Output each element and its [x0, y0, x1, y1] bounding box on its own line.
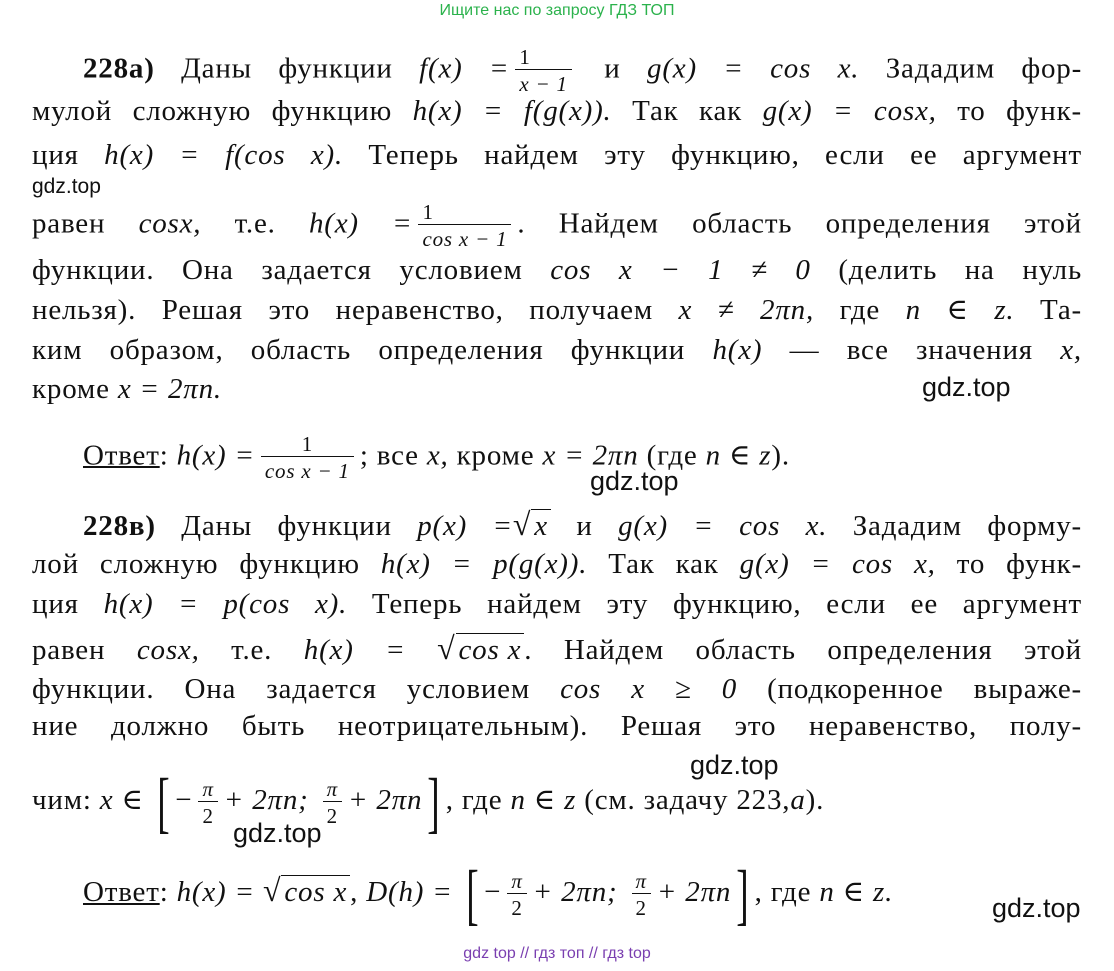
frac-num: 1 [422, 200, 434, 224]
math: n ∈ z. [819, 876, 894, 908]
math: h(x) = f(cos x). [104, 139, 344, 171]
frac-num: 1 [519, 45, 531, 69]
text: , где [754, 876, 812, 908]
math: p(x) = [417, 510, 513, 542]
math: n ∈ z. [905, 294, 1015, 326]
problem-label-228v: 228в) [83, 510, 156, 542]
math: x ≠ 2πn, [678, 294, 815, 326]
frac-num: 1 [301, 432, 314, 456]
math: g(x) = cosx, [762, 95, 937, 127]
left-bracket: [ [157, 764, 171, 841]
p228v-line-6 [32, 712, 1082, 741]
text: ; все [359, 439, 419, 472]
math: x, [426, 439, 449, 472]
text: функции. Она задается условием [32, 254, 523, 286]
math: h(x) = [176, 876, 255, 908]
text: (подкоренное выраже- [767, 673, 1082, 705]
answer-label: Ответ [83, 439, 160, 472]
text: и [604, 52, 621, 85]
math: h(x) = p(cos x). [103, 588, 348, 620]
sqrt-arg: cos x [456, 633, 525, 666]
text: равен [32, 634, 106, 666]
math: h(x) = f(g(x)). [412, 95, 612, 127]
frac-num: π [202, 776, 214, 801]
watermark: gdz.top [590, 466, 679, 496]
fraction-pi-over-2 [632, 869, 651, 920]
text: нельзя). Решая это неравенство, получаем [32, 294, 653, 326]
text: равен [32, 207, 106, 240]
p228v-line-7 [32, 760, 1082, 840]
text: то функ- [957, 95, 1082, 127]
text: Та- [1040, 294, 1082, 326]
math: h(x) = [176, 439, 255, 472]
sqrt-cosx: √ cos x [437, 632, 524, 665]
p228v-line-2 [32, 550, 1082, 579]
text: Зададим фор- [885, 52, 1083, 85]
math: + 2πn; [532, 876, 618, 908]
math: h(x) = [308, 207, 413, 240]
text: ние должно быть неотрицательным). Решая это неравенство, полу- [32, 710, 1082, 742]
p228a-line-5 [32, 256, 1082, 285]
math: + 2πn; [223, 784, 309, 816]
math: h(x) = p(g(x)). [380, 548, 588, 580]
math: g(x) = cos x, [739, 548, 936, 580]
text: , [350, 876, 359, 908]
text: Так как [608, 548, 719, 580]
bottom-banner: gdz top // гдз топ // гдз top [463, 945, 651, 962]
watermark: gdz.top [233, 818, 322, 848]
math: + 2πn [347, 784, 423, 816]
text: (где [646, 439, 698, 472]
right-bracket: ] [427, 764, 441, 841]
fraction-1-over-cosx-1 [418, 200, 511, 251]
frac-num: π [635, 868, 647, 893]
sqrt-arg: cos x [281, 875, 350, 908]
p228a-line-3 [32, 141, 1082, 170]
math: n ∈ z [705, 439, 772, 472]
p228v-answer: Ответ: h(x) = √ cos x , D(h) = [ − $\frac{\pi}{2}$ + 2πn; $\frac{\pi}{2}$ + 2πn] , где n ∈ z. [83, 850, 1082, 930]
text: , где [445, 784, 503, 816]
text: − [175, 784, 193, 816]
text: − [484, 876, 502, 908]
frac-den: 2 [198, 801, 217, 828]
text: функции. Она задается условием [32, 673, 530, 705]
fraction-1-over-x-1 [515, 45, 572, 96]
frac-num: π [326, 776, 338, 801]
text: Зададим форму- [852, 510, 1083, 542]
math: x ∈ [99, 784, 144, 816]
math: D(h) = [366, 876, 453, 908]
text: Теперь найдем эту функцию, если ее аргумент [371, 588, 1082, 620]
watermark: gdz.top [690, 750, 779, 780]
math: g(x) = cos x. [618, 510, 828, 542]
math: + 2πn [656, 876, 732, 908]
math: cosx, [138, 207, 202, 240]
fraction-answer [261, 432, 354, 483]
math: x, [1060, 334, 1082, 366]
text: (делить на нуль [838, 254, 1082, 286]
text: Даны функции [181, 510, 392, 542]
text: и [576, 510, 593, 542]
frac-den: 2 [632, 893, 651, 920]
math: h(x) = [303, 634, 406, 666]
p228v-line-3 [32, 590, 1082, 619]
text: Даны функции [181, 52, 393, 85]
text: ). [771, 439, 790, 472]
watermark: gdz.top [32, 175, 101, 198]
text: чим: [32, 784, 92, 816]
p228v-line-1 [83, 508, 1082, 541]
text: . Найдем область определения этой [517, 207, 1082, 240]
text: кроме [456, 439, 535, 472]
text: ким образом, область определения функции [32, 334, 686, 366]
p228v-line-4 [32, 632, 1082, 665]
text: т.е. [231, 634, 273, 666]
math-g: g(x) = cos x. [647, 52, 860, 85]
frac-den: x − 1 [515, 69, 572, 96]
text: Теперь найдем эту функцию, если ее аргумент [368, 139, 1082, 171]
text: — все значения [789, 334, 1033, 366]
math-f: f(x) = [419, 52, 510, 85]
math: n ∈ z [510, 784, 577, 816]
left-bracket: [ [465, 856, 479, 933]
text: лой сложную функцию [32, 548, 360, 580]
fraction-pi-over-2 [507, 869, 526, 920]
frac-den: 2 [507, 893, 526, 920]
text: . Найдем область определения этой [524, 634, 1082, 666]
p228v-line-5 [32, 675, 1082, 704]
sqrt-x: √ x [513, 508, 551, 541]
text: (см. задачу 223, [584, 784, 791, 816]
watermark: gdz.top [922, 372, 1011, 402]
math: cosx, [136, 634, 200, 666]
text: т.е. [234, 207, 276, 240]
p228a-line-6 [32, 296, 1082, 325]
text: ция [32, 588, 79, 620]
text: ). [805, 784, 825, 816]
fraction-pi-over-2 [323, 777, 342, 828]
top-banner: Ищите нас по запросу ГДЗ ТОП [439, 2, 675, 19]
math: cos x ≥ 0 [560, 673, 738, 705]
text: Так как [632, 95, 743, 127]
text: то функ- [956, 548, 1082, 580]
watermark: gdz.top [992, 893, 1081, 923]
sqrt-cosx: √ cos x [263, 850, 350, 932]
fraction-pi-over-2 [198, 777, 217, 828]
math: x = 2πn. [117, 373, 222, 405]
answer-label: Ответ [83, 876, 160, 908]
frac-den: cos x − 1 [418, 224, 511, 251]
math: cos x − 1 ≠ 0 [550, 254, 811, 286]
right-bracket: ] [736, 856, 750, 933]
p228a-answer: Ответ: h(x) = $\frac{1}{\text{cos x − 1}}$ ; все x, кроме x = 2πn (где n ∈ z). [83, 432, 790, 484]
p228a-line-4 [32, 200, 1082, 251]
math: h(x) [712, 334, 763, 366]
text: где [839, 294, 881, 326]
math: а [790, 784, 806, 816]
math: x = 2πn [542, 439, 639, 472]
text: ция [32, 139, 79, 171]
sqrt-arg: x [531, 509, 551, 542]
frac-den: 2 [323, 801, 342, 828]
p228a-line-2 [32, 97, 1082, 126]
p228a-line-7 [32, 336, 1082, 365]
text: кроме [32, 373, 110, 405]
frac-den: cos x − 1 [261, 456, 354, 483]
problem-label-228a: 228а) [83, 52, 155, 85]
p228a-line-1 [83, 45, 1082, 96]
frac-num: π [511, 868, 523, 893]
text: мулой сложную функцию [32, 95, 393, 127]
